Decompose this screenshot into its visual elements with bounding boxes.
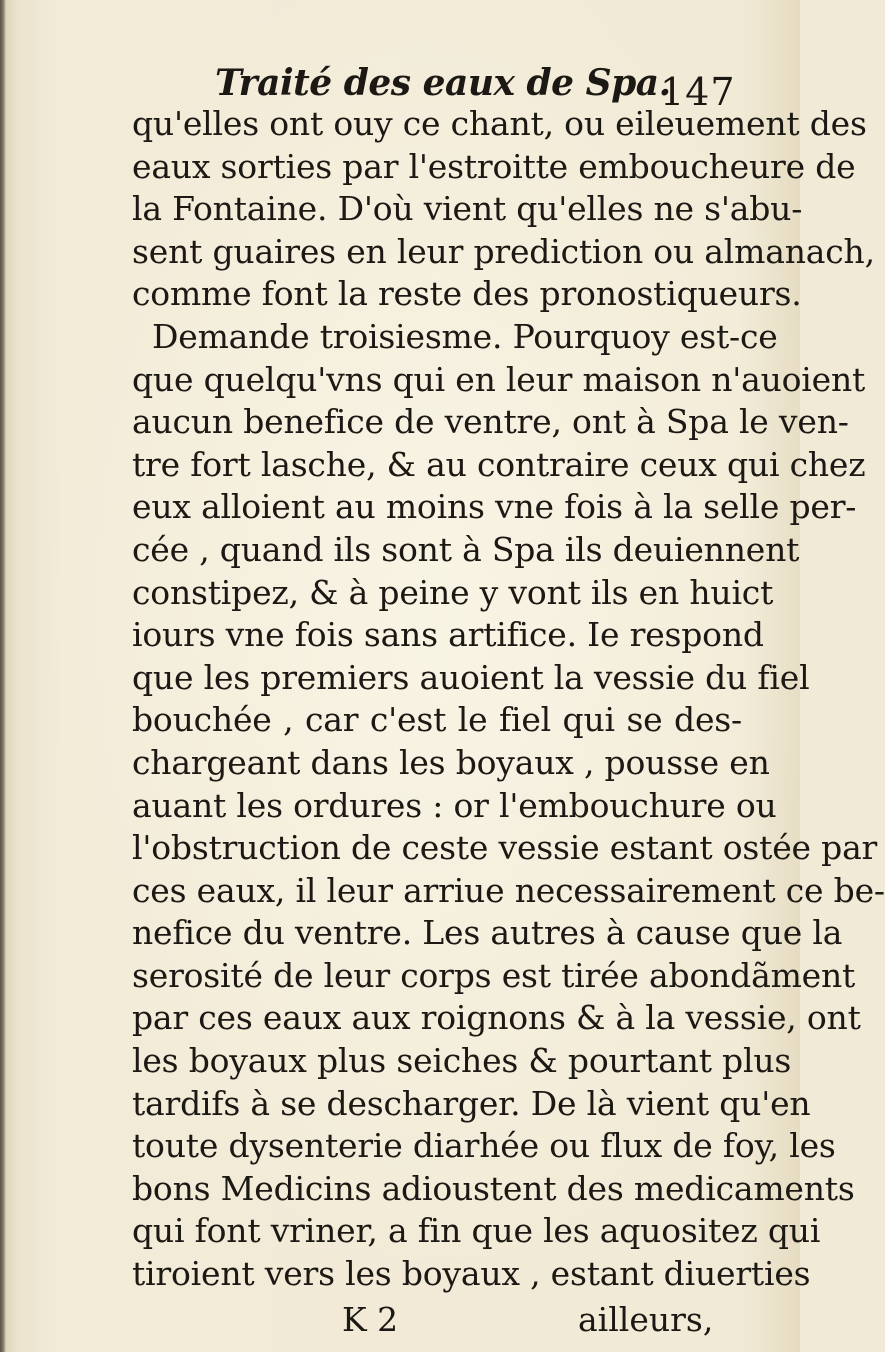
text-line: aucun benefice de ventre, ont à Spa le ven- bbox=[132, 402, 849, 442]
text-line: bouchée , car c'est le fiel qui se des- bbox=[132, 700, 742, 740]
running-title: Traité des eaux de Spa. bbox=[215, 62, 671, 104]
text-line: iours vne fois sans artifice. Ie respond bbox=[132, 615, 764, 655]
text-line: eux alloient au moins vne fois à la selle per- bbox=[132, 487, 857, 527]
text-line: ces eaux, il leur arriue necessairement ce be- bbox=[132, 870, 885, 910]
text-line: la Fontaine. D'où vient qu'elles ne s'abu- bbox=[132, 189, 803, 229]
text-line: que les premiers auoient la vessie du fiel bbox=[132, 657, 810, 697]
text-line: sent guaires en leur prediction ou almanach, bbox=[132, 231, 875, 271]
signature-mark: K 2 bbox=[342, 1300, 399, 1339]
text-line: l'obstruction de ceste vessie estant ostée par bbox=[132, 828, 878, 868]
text-line: tardifs à se descharger. De là vient qu'en bbox=[132, 1083, 811, 1123]
text-line: auant les ordures : or l'embouchure ou bbox=[132, 785, 777, 825]
page-footer bbox=[0, 1300, 800, 1345]
text-line: eaux sorties par l'estroitte emboucheure de bbox=[132, 146, 856, 186]
text-line: cée , quand ils sont à Spa ils deuiennent bbox=[132, 529, 800, 569]
text-line: serosité de leur corps est tirée abondãment bbox=[132, 955, 856, 995]
text-line: tiroient vers les boyaux , estant diuerties bbox=[132, 1254, 811, 1294]
text-line: Demande troisiesme. Pourquoy est-ce bbox=[152, 316, 778, 356]
text-line: chargeant dans les boyaux , pousse en bbox=[132, 742, 770, 782]
text-line: qui font vriner, a fin que les aquositez qui bbox=[132, 1211, 821, 1251]
text-line: tre fort lasche, & au contraire ceux qui chez bbox=[132, 444, 866, 484]
text-line: nefice du ventre. Les autres à cause que la bbox=[132, 913, 843, 953]
text-line: comme font la reste des pronostiqueurs. bbox=[132, 274, 802, 314]
text-line: bons Medicins adioustent des medicaments bbox=[132, 1168, 855, 1208]
text-line: par ces eaux aux roignons & à la vessie, ont bbox=[132, 998, 861, 1038]
body-text bbox=[132, 103, 885, 1296]
text-line: constipez, & à peine y vont ils en huict bbox=[132, 572, 774, 612]
page-number: 147 bbox=[660, 70, 736, 114]
text-line: que quelqu'vns qui en leur maison n'auoient bbox=[132, 359, 866, 399]
text-line: toute dysenterie diarhée ou flux de foy, les bbox=[132, 1126, 836, 1166]
catchword: ailleurs, bbox=[578, 1300, 714, 1339]
text-line: qu'elles ont ouy ce chant, ou eileuement des bbox=[132, 104, 867, 143]
page-gutter-shadow bbox=[0, 0, 6, 1352]
text-line: les boyaux plus seiches & pourtant plus bbox=[132, 1041, 792, 1081]
